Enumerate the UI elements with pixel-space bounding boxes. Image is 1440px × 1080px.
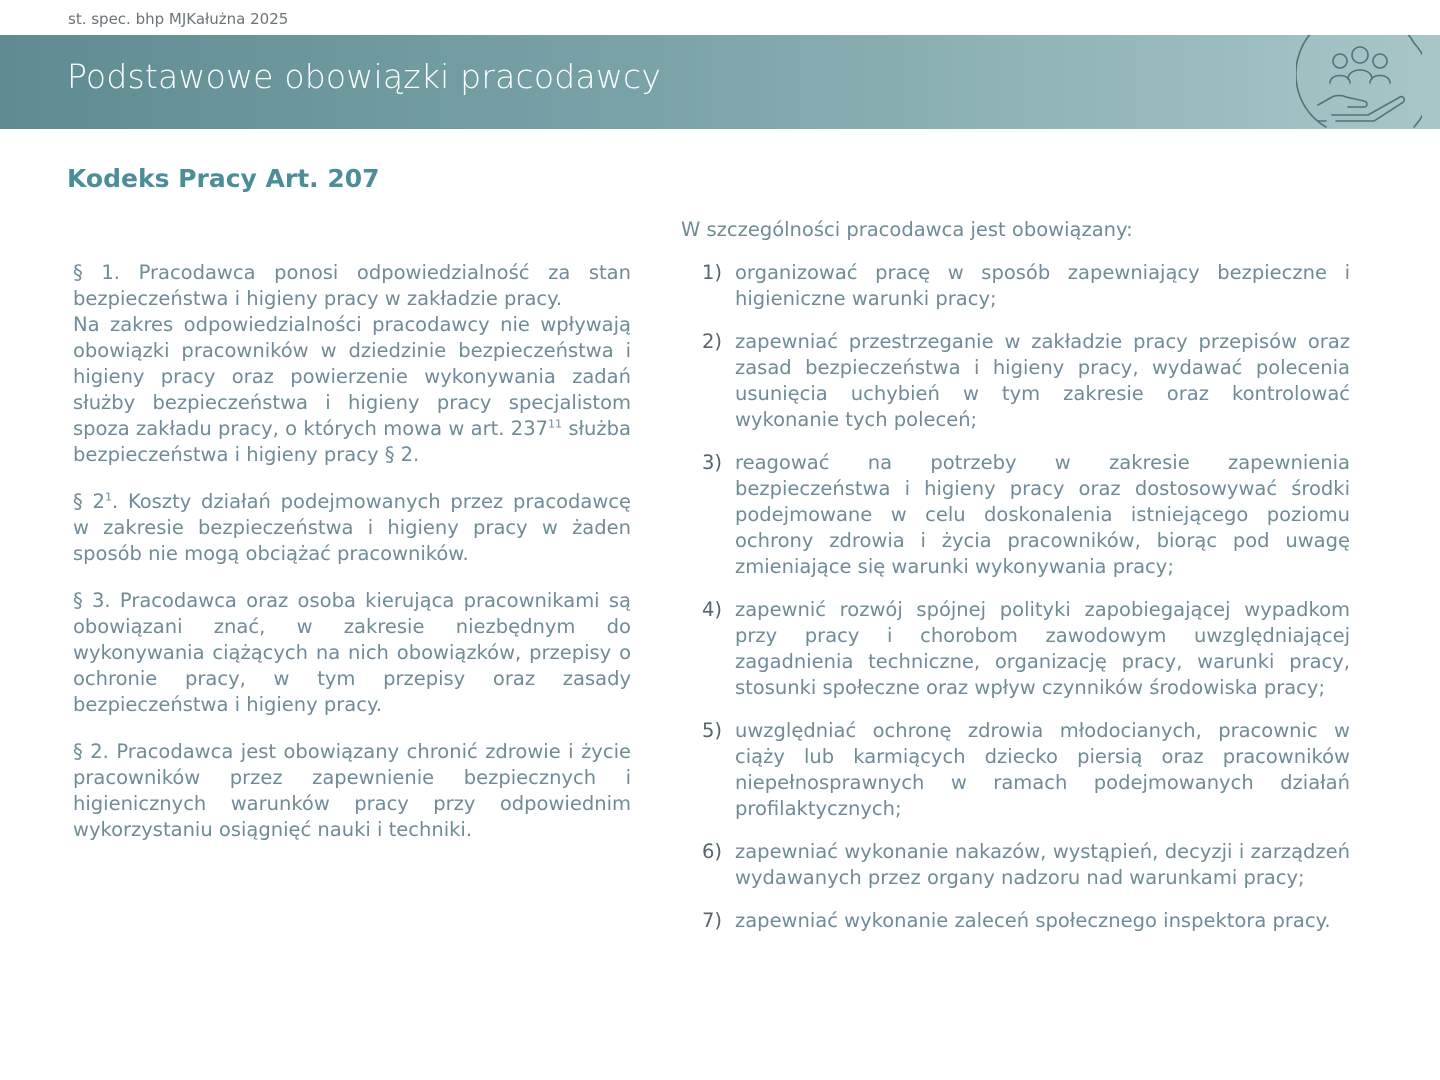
list-item: 4) zapewnić rozwój spójnej polityki zapobiegającej wypadkom przy pracy i chorobom zawodowym uwzględniającej zagadnienia techniczne, organizację pracy, warunki pracy, stosunki społeczne oraz wpływ czynników środowiska pracy; xyxy=(702,598,1350,699)
people-in-hand-icon xyxy=(1296,35,1422,129)
page-title: Podstawowe obowiązki pracodawcy xyxy=(67,57,662,96)
list-item: 2) zapewniać przestrzeganie w zakładzie pracy przepisów oraz zasad bezpieczeństwa i higieny pracy, wydawać polecenia usunięcia uchybień w tym zakresie oraz kontrolować wykonanie tych poleceń; xyxy=(702,330,1350,431)
list-item: 1) organizować pracę w sposób zapewniający bezpieczne i higieniczne warunki pracy; xyxy=(702,261,1350,310)
list-item: 3) reagować na potrzeby w zakresie zapewnienia bezpieczeństwa i higieny pracy oraz dostosowywać środki podejmowane w celu doskonalenia istniejącego poziomu ochrony zdrowia i życia pracowników, biorąc pod uwagę zmieniające się warunki wykonywania pracy; xyxy=(702,451,1350,578)
author-caption: st. spec. bhp MJKałużna 2025 xyxy=(68,10,289,28)
paragraph-1b: Na zakres odpowiedzialności pracodawcy nie wpływają obowiązki pracowników w dziedzinie bezpieczeństwa i higieny pracy oraz powierzenie wykonywania zadań służby bezpieczeństwa i higieny pracy specjalistom spoza zakładu pracy, o których mowa w art. $237^{11}$ służba bezpieczeństwa i higieny pracy § 2. xyxy=(73,313,631,466)
left-column xyxy=(73,260,631,864)
paragraph-2: § 2. Pracodawca jest obowiązany chronić zdrowie i życie pracowników przez zapewnienie bezpiecznych i higienicznych warunków pracy przy odpowiednim wykorzystaniu osiągnięć nauki i techniki. xyxy=(73,740,631,841)
list-item: 7) zapewniać wykonanie zaleceń społecznego inspektora pracy. xyxy=(702,909,1331,932)
obligations-intro: W szczególności pracodawca jest obowiązany: xyxy=(681,218,1133,241)
paragraph-2-1: § $2^1$. Koszty działań podejmowanych przez pracodawcę w zakresie bezpieczeństwa i higieny pracy w żaden sposób nie mogą obciążać pracowników. xyxy=(73,490,632,565)
list-item: 6) zapewniać wykonanie nakazów, wystąpień, decyzji i zarządzeń wydawanych przez organy nadzoru nad warunkami pracy; xyxy=(702,840,1350,889)
obligations-list xyxy=(702,260,1350,951)
title-banner xyxy=(0,35,1440,129)
section-title: Kodeks Pracy Art. 207 xyxy=(67,164,380,193)
paragraph-3: § 3. Pracodawca oraz osoba kierująca pracownikami są obowiązani znać, w zakresie niezbędnym do wykonywania ciążących na nich obowiązków, przepisy o ochronie pracy, w tym przepisy oraz zasady bezpieczeństwa i higieny pracy. xyxy=(73,589,631,716)
list-item: 5) uwzględniać ochronę zdrowia młodocianych, pracownic w ciąży lub karmiących dziecko piersią oraz pracowników niepełnosprawnych w ramach podejmowanych działań profilaktycznych; xyxy=(702,719,1350,820)
paragraph-1: § 1. Pracodawca ponosi odpowiedzialność za stan bezpieczeństwa i higieny pracy w zakładzie pracy. xyxy=(73,261,631,310)
